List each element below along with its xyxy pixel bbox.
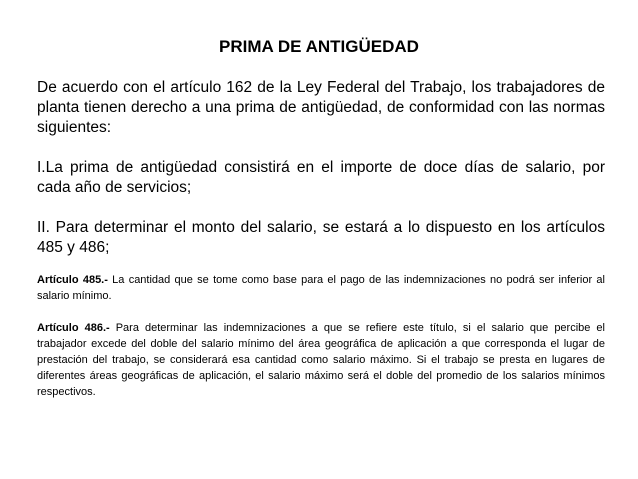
article-485-text: La cantidad que se tome como base para el pago de las indemnizaciones no podrá ser inferior al salario mínimo. bbox=[37, 274, 605, 302]
article-486-text: Para determinar las indemnizaciones a que se refiere este título, si el salario que percibe el trabajador excede del doble del salario mínimo del área geográfica de aplicación a que corresponda el lugar de prestación del trabajo, se considerará esa cantidad como salario máximo. Si el trabajo se presta en lugares de diferentes áreas geográficas de aplicación, el salario máximo será el doble del promedio de los salarios mínimos respectivos. bbox=[37, 322, 605, 398]
rule-1-paragraph: I.La prima de antigüedad consistirá en el importe de doce días de salario, por cada año de servicios; bbox=[37, 159, 605, 196]
rule-2-paragraph: II. Para determinar el monto del salario, se estará a lo dispuesto en los artículos 485 y 486; bbox=[37, 219, 605, 256]
article-485-paragraph bbox=[37, 272, 605, 304]
article-486-paragraph bbox=[37, 320, 605, 400]
intro-paragraph: De acuerdo con el artículo 162 de la Ley Federal del Trabajo, los trabajadores de planta tienen derecho a una prima de antigüedad, de conformidad con las normas siguientes: bbox=[37, 79, 605, 136]
article-486-label: Artículo 486.- bbox=[37, 322, 110, 334]
slide-content bbox=[37, 78, 605, 400]
slide-title: PRIMA DE ANTIGÜEDAD bbox=[219, 37, 419, 56]
article-485-label: Artículo 485.- bbox=[37, 274, 108, 286]
